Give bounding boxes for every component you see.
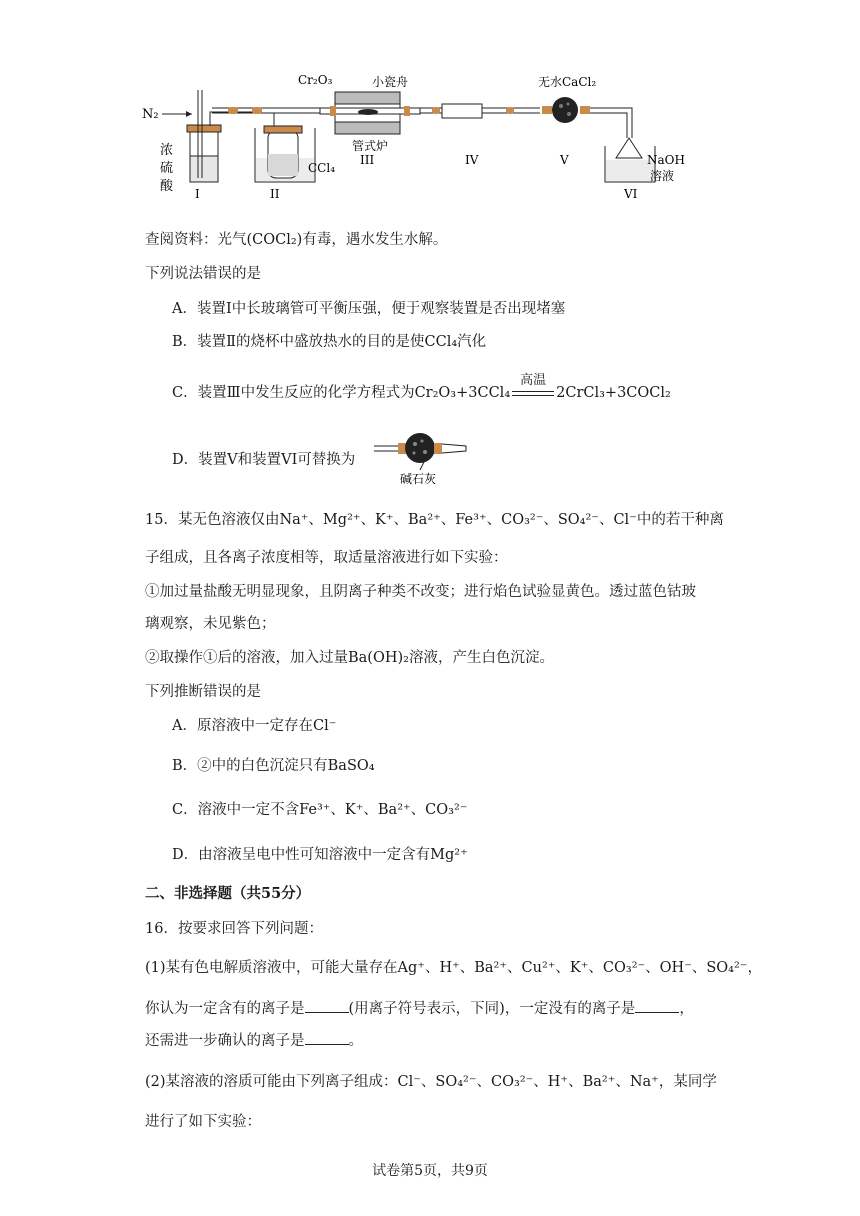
cacl2-label: 无水CaCl₂ bbox=[538, 75, 597, 89]
acid-label-3: 酸 bbox=[160, 179, 174, 194]
answer-blank-1[interactable] bbox=[305, 998, 349, 1013]
answer-blank-3[interactable] bbox=[305, 1030, 349, 1045]
acid-label-1: 浓 bbox=[160, 143, 174, 158]
q16-part2-line2: 进行了如下实验： bbox=[145, 1114, 261, 1130]
q16-part2-line1: (2)某溶液的溶质可能由下列离子组成：Cl⁻、SO₄²⁻、CO₃²⁻、H⁺、Ba²⁺、Na⁺，某同学 bbox=[145, 1074, 717, 1090]
q15-stem-line1: 15．某无色溶液仅由Na⁺、Mg²⁺、K⁺、Ba²⁺、Fe³⁺、CO₃²⁻、SO₄²⁻、Cl⁻中的若干种离 bbox=[145, 512, 724, 528]
ccl4-label: CCl₄ bbox=[308, 161, 336, 175]
answer-blank-2[interactable] bbox=[635, 998, 679, 1013]
acid-label-2: 硫 bbox=[160, 161, 174, 176]
roman-i: I bbox=[195, 187, 200, 201]
q14-note: 查阅资料：光气(COCl₂)有毒，遇水发生水解。 bbox=[145, 232, 448, 248]
roman-iii: III bbox=[360, 153, 375, 167]
q15-step1-line2: 璃观察，未见紫色； bbox=[145, 616, 276, 632]
apparatus-diagram bbox=[140, 68, 685, 208]
furnace-label: 管式炉 bbox=[352, 139, 389, 153]
soda-lime-tube-image bbox=[370, 430, 470, 486]
page-footer: 试卷第5页，共9页 bbox=[372, 1163, 488, 1179]
q16-p1b-text2: (用离子符号表示，下同)，一定没有的离子是 bbox=[348, 1001, 636, 1017]
section-heading: 二、非选择题（共55分） bbox=[145, 885, 311, 902]
q15-stem-line2: 子组成，且各离子浓度相等，取适量溶液进行如下实验： bbox=[145, 550, 508, 566]
q16-part1-line3 bbox=[145, 1030, 363, 1051]
q16-part1-line1: (1)某有色电解质溶液中，可能大量存在Ag⁺、H⁺、Ba²⁺、Cu²⁺、K⁺、CO₃²⁻、OH⁻、SO₄²⁻， bbox=[145, 960, 762, 976]
q15-option-d[interactable]: D．由溶液呈电中性可知溶液中一定含有Mg²⁺ bbox=[172, 847, 468, 863]
reaction-condition bbox=[510, 373, 556, 403]
roman-iv: IV bbox=[465, 153, 479, 167]
q14-option-d[interactable] bbox=[172, 450, 355, 470]
q14-d-text: D．装置V和装置VI可替换为 bbox=[172, 452, 356, 468]
q16-title: 16．按要求回答下列问题： bbox=[145, 921, 323, 937]
q15-option-b[interactable]: B．②中的白色沉淀只有BaSO₄ bbox=[172, 758, 375, 774]
q15-option-a[interactable]: A．原溶液中一定存在Cl⁻ bbox=[172, 718, 337, 734]
q16-p1c-text2: 。 bbox=[348, 1033, 363, 1049]
q14-option-c[interactable] bbox=[172, 373, 671, 403]
naoh-solution-label: 溶液 bbox=[650, 169, 675, 183]
roman-ii: II bbox=[270, 187, 280, 201]
q14-stem: 下列说法错误的是 bbox=[145, 266, 261, 282]
cr2o3-label: Cr₂O₃ bbox=[298, 73, 333, 87]
q16-p1b-text3: ， bbox=[679, 1001, 694, 1017]
roman-vi: VI bbox=[624, 187, 638, 201]
q15-option-c[interactable]: C．溶液中一定不含Fe³⁺、K⁺、Ba²⁺、CO₃²⁻ bbox=[172, 802, 468, 818]
q14-option-a[interactable]: A．装置I中长玻璃管可平衡压强，便于观察装置是否出现堵塞 bbox=[172, 301, 566, 317]
q14-c-before: C．装置Ⅲ中发生反应的化学方程式为Cr₂O₃+3CCl₄ bbox=[172, 385, 511, 401]
q16-p1c-text1: 还需进一步确认的离子是 bbox=[145, 1033, 305, 1049]
boat-label: 小瓷舟 bbox=[372, 75, 409, 89]
soda-lime-label: 碱石灰 bbox=[400, 472, 437, 486]
q16-part1-line2 bbox=[145, 998, 694, 1019]
naoh-label: NaOH bbox=[647, 153, 685, 167]
n2-label: N₂ bbox=[142, 107, 159, 122]
q14-c-after: 2CrCl₃+3COCl₂ bbox=[556, 385, 671, 401]
q15-step1-line1: ①加过量盐酸无明显现象，且阴离子种类不改变；进行焰色试验显黄色。透过蓝色钴玻 bbox=[145, 584, 696, 600]
q15-ask: 下列推断错误的是 bbox=[145, 684, 261, 700]
roman-v: V bbox=[560, 153, 569, 167]
reaction-condition-text: 高温 bbox=[520, 373, 547, 388]
q15-step2: ②取操作①后的溶液，加入过量Ba(OH)₂溶液，产生白色沉淀。 bbox=[145, 650, 554, 666]
q14-option-b[interactable]: B．装置Ⅱ的烧杯中盛放热水的目的是使CCl₄汽化 bbox=[172, 334, 487, 350]
q16-p1b-text1: 你认为一定含有的离子是 bbox=[145, 1001, 305, 1017]
